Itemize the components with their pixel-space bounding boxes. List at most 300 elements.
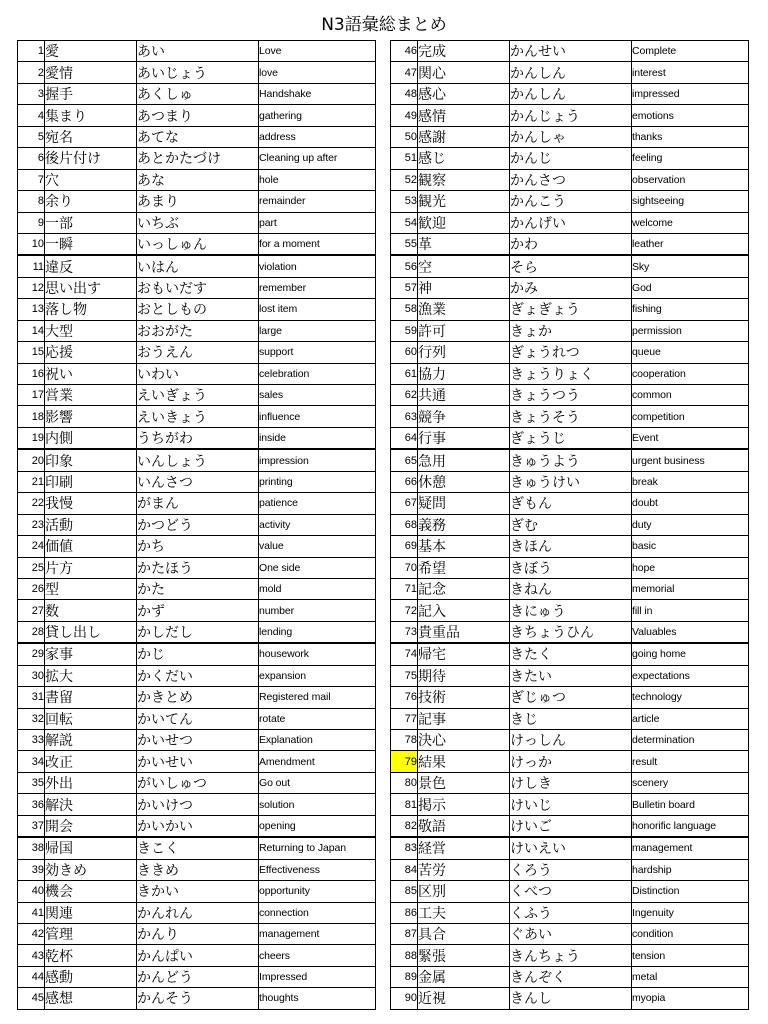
row-number: 17 — [18, 385, 45, 406]
word-kanji: 完成 — [418, 41, 510, 62]
word-meaning: determination — [632, 730, 749, 751]
word-meaning: Registered mail — [259, 687, 376, 708]
word-meaning: cheers — [259, 945, 376, 966]
row-number: 76 — [391, 687, 418, 708]
word-reading: ぐあい — [510, 923, 632, 944]
word-meaning: Go out — [259, 772, 376, 793]
word-meaning: hole — [259, 169, 376, 190]
row-number: 64 — [391, 427, 418, 449]
vocab-row — [391, 233, 749, 255]
vocab-row — [391, 449, 749, 471]
word-meaning: activity — [259, 514, 376, 535]
word-kanji: 愛情 — [45, 62, 137, 83]
row-number: 3 — [18, 83, 45, 104]
word-kanji: 経営 — [418, 837, 510, 859]
vocab-row — [18, 148, 376, 169]
word-reading: かんしん — [510, 83, 632, 104]
vocab-row — [18, 449, 376, 471]
word-meaning: Event — [632, 427, 749, 449]
row-number: 83 — [391, 837, 418, 859]
word-kanji: 漁業 — [418, 299, 510, 320]
word-meaning: support — [259, 342, 376, 363]
word-meaning: interest — [632, 62, 749, 83]
word-reading: かくだい — [137, 665, 259, 686]
row-number: 1 — [18, 41, 45, 62]
vocab-row — [18, 299, 376, 320]
word-kanji: 機会 — [45, 881, 137, 902]
vocab-row — [391, 41, 749, 62]
word-reading: ぎょぎょう — [510, 299, 632, 320]
word-meaning: connection — [259, 902, 376, 923]
vocab-row — [18, 212, 376, 233]
word-reading: ききめ — [137, 859, 259, 880]
vocab-row — [18, 578, 376, 599]
word-reading: かんしゃ — [510, 126, 632, 147]
vocab-row — [391, 255, 749, 277]
word-reading: きたい — [510, 665, 632, 686]
vocab-row — [391, 923, 749, 944]
row-number: 55 — [391, 233, 418, 255]
vocab-row — [391, 751, 749, 772]
word-meaning: violation — [259, 255, 376, 277]
word-kanji: 解説 — [45, 730, 137, 751]
row-number: 7 — [18, 169, 45, 190]
word-reading: あてな — [137, 126, 259, 147]
vocab-row — [18, 665, 376, 686]
word-kanji: 帰宅 — [418, 643, 510, 665]
row-number: 10 — [18, 233, 45, 255]
word-reading: ぎもん — [510, 493, 632, 514]
word-meaning: expectations — [632, 665, 749, 686]
word-meaning: large — [259, 320, 376, 341]
word-kanji: 行列 — [418, 342, 510, 363]
word-kanji: 一部 — [45, 212, 137, 233]
word-reading: きちょうひん — [510, 621, 632, 643]
word-kanji: 数 — [45, 600, 137, 621]
word-meaning: management — [632, 837, 749, 859]
word-reading: いちぶ — [137, 212, 259, 233]
word-meaning: lending — [259, 621, 376, 643]
word-reading: きゅうよう — [510, 449, 632, 471]
word-kanji: 印象 — [45, 449, 137, 471]
word-reading: ぎょうれつ — [510, 342, 632, 363]
word-meaning: opportunity — [259, 881, 376, 902]
word-meaning: welcome — [632, 212, 749, 233]
row-number: 65 — [391, 449, 418, 471]
row-number: 73 — [391, 621, 418, 643]
row-number: 81 — [391, 794, 418, 815]
word-meaning: memorial — [632, 578, 749, 599]
word-kanji: 貴重品 — [418, 621, 510, 643]
row-number: 25 — [18, 557, 45, 578]
row-number: 49 — [391, 105, 418, 126]
row-number: 66 — [391, 471, 418, 492]
vocab-row — [391, 945, 749, 966]
word-meaning: inside — [259, 427, 376, 449]
word-kanji: 記入 — [418, 600, 510, 621]
word-reading: かいてん — [137, 708, 259, 729]
word-kanji: 感心 — [418, 83, 510, 104]
word-kanji: 観光 — [418, 191, 510, 212]
word-kanji: 違反 — [45, 255, 137, 277]
vocab-row — [18, 643, 376, 665]
word-reading: いんさつ — [137, 471, 259, 492]
word-kanji: 急用 — [418, 449, 510, 471]
vocab-row — [18, 41, 376, 62]
word-kanji: 決心 — [418, 730, 510, 751]
row-number: 62 — [391, 385, 418, 406]
word-meaning: basic — [632, 536, 749, 557]
row-number: 75 — [391, 665, 418, 686]
vocab-row — [391, 902, 749, 923]
row-number: 39 — [18, 859, 45, 880]
word-reading: かじ — [137, 643, 259, 665]
row-number: 43 — [18, 945, 45, 966]
word-kanji: 応援 — [45, 342, 137, 363]
word-kanji: 記事 — [418, 708, 510, 729]
vocab-row — [18, 105, 376, 126]
vocab-row — [391, 105, 749, 126]
word-meaning: Explanation — [259, 730, 376, 751]
row-number: 57 — [391, 277, 418, 298]
word-meaning: celebration — [259, 363, 376, 384]
word-kanji: 敬語 — [418, 815, 510, 837]
vocab-row — [391, 212, 749, 233]
vocab-row — [18, 126, 376, 147]
word-reading: かんこう — [510, 191, 632, 212]
word-meaning: break — [632, 471, 749, 492]
word-reading: けしき — [510, 772, 632, 793]
word-reading: かつどう — [137, 514, 259, 535]
vocab-row — [391, 493, 749, 514]
row-number: 70 — [391, 557, 418, 578]
row-number: 44 — [18, 966, 45, 987]
word-reading: かんり — [137, 923, 259, 944]
row-number: 58 — [391, 299, 418, 320]
word-meaning: condition — [632, 923, 749, 944]
word-kanji: 愛 — [45, 41, 137, 62]
word-reading: あくしゅ — [137, 83, 259, 104]
vocab-row — [18, 881, 376, 902]
word-reading: いんしょう — [137, 449, 259, 471]
row-number: 33 — [18, 730, 45, 751]
vocab-row — [18, 169, 376, 190]
word-kanji: 許可 — [418, 320, 510, 341]
vocab-row — [391, 514, 749, 535]
word-reading: きねん — [510, 578, 632, 599]
word-kanji: 近視 — [418, 988, 510, 1009]
word-meaning: Bulletin board — [632, 794, 749, 815]
row-number: 34 — [18, 751, 45, 772]
word-kanji: 希望 — [418, 557, 510, 578]
word-kanji: 営業 — [45, 385, 137, 406]
word-reading: おうえん — [137, 342, 259, 363]
row-number: 27 — [18, 600, 45, 621]
word-meaning: article — [632, 708, 749, 729]
word-meaning: love — [259, 62, 376, 83]
word-kanji: 記念 — [418, 578, 510, 599]
row-number: 54 — [391, 212, 418, 233]
word-meaning: patience — [259, 493, 376, 514]
word-meaning: common — [632, 385, 749, 406]
vocab-row — [18, 406, 376, 427]
word-reading: あな — [137, 169, 259, 190]
word-kanji: 集まり — [45, 105, 137, 126]
word-reading: がまん — [137, 493, 259, 514]
word-meaning: influence — [259, 406, 376, 427]
word-kanji: 効きめ — [45, 859, 137, 880]
row-number: 21 — [18, 471, 45, 492]
row-number: 32 — [18, 708, 45, 729]
word-meaning: number — [259, 600, 376, 621]
row-number: 67 — [391, 493, 418, 514]
word-meaning: scenery — [632, 772, 749, 793]
row-number: 61 — [391, 363, 418, 384]
word-meaning: for a moment — [259, 233, 376, 255]
word-reading: ぎむ — [510, 514, 632, 535]
vocab-row — [18, 191, 376, 212]
vocab-row — [391, 687, 749, 708]
row-number: 71 — [391, 578, 418, 599]
vocab-row — [391, 191, 749, 212]
row-number: 77 — [391, 708, 418, 729]
row-number: 28 — [18, 621, 45, 643]
word-reading: かきとめ — [137, 687, 259, 708]
word-meaning: Effectiveness — [259, 859, 376, 880]
word-reading: おとしもの — [137, 299, 259, 320]
row-number: 40 — [18, 881, 45, 902]
word-reading: かいかい — [137, 815, 259, 837]
word-meaning: Impressed — [259, 966, 376, 987]
word-kanji: 休憩 — [418, 471, 510, 492]
vocab-row — [391, 277, 749, 298]
word-kanji: 空 — [418, 255, 510, 277]
word-reading: きこく — [137, 837, 259, 859]
word-reading: きんぞく — [510, 966, 632, 987]
row-number: 48 — [391, 83, 418, 104]
word-reading: かみ — [510, 277, 632, 298]
row-number: 36 — [18, 794, 45, 815]
vocab-row — [18, 600, 376, 621]
word-meaning: hardship — [632, 859, 749, 880]
vocab-row — [391, 320, 749, 341]
word-reading: かんじょう — [510, 105, 632, 126]
word-kanji: 乾杯 — [45, 945, 137, 966]
word-kanji: 感謝 — [418, 126, 510, 147]
word-meaning: leather — [632, 233, 749, 255]
row-number: 51 — [391, 148, 418, 169]
word-meaning: impressed — [632, 83, 749, 104]
word-reading: きにゅう — [510, 600, 632, 621]
row-number: 69 — [391, 536, 418, 557]
word-reading: かたほう — [137, 557, 259, 578]
word-kanji: 革 — [418, 233, 510, 255]
word-reading: うちがわ — [137, 427, 259, 449]
word-kanji: 祝い — [45, 363, 137, 384]
row-number: 38 — [18, 837, 45, 859]
word-reading: かいせつ — [137, 730, 259, 751]
row-number: 88 — [391, 945, 418, 966]
word-kanji: 感想 — [45, 988, 137, 1009]
vocab-row — [391, 578, 749, 599]
word-kanji: 金属 — [418, 966, 510, 987]
vocab-row — [18, 708, 376, 729]
vocab-row — [18, 859, 376, 880]
row-number: 29 — [18, 643, 45, 665]
vocab-row — [18, 815, 376, 837]
vocab-row — [18, 902, 376, 923]
row-number: 37 — [18, 815, 45, 837]
word-reading: きかい — [137, 881, 259, 902]
word-kanji: 景色 — [418, 772, 510, 793]
vocab-row — [391, 83, 749, 104]
vocab-row — [391, 881, 749, 902]
vocab-row — [18, 255, 376, 277]
vocab-row — [391, 363, 749, 384]
word-meaning: housework — [259, 643, 376, 665]
row-number: 12 — [18, 277, 45, 298]
word-meaning: Ingenuity — [632, 902, 749, 923]
vocab-row — [391, 621, 749, 643]
word-kanji: 協力 — [418, 363, 510, 384]
row-number: 13 — [18, 299, 45, 320]
word-meaning: opening — [259, 815, 376, 837]
row-number: 52 — [391, 169, 418, 190]
word-reading: けいご — [510, 815, 632, 837]
word-meaning: thanks — [632, 126, 749, 147]
row-number: 45 — [18, 988, 45, 1009]
word-reading: あつまり — [137, 105, 259, 126]
vocab-row — [391, 427, 749, 449]
row-number: 79 — [391, 751, 418, 772]
word-meaning: feeling — [632, 148, 749, 169]
vocab-row — [391, 406, 749, 427]
word-reading: きょうつう — [510, 385, 632, 406]
word-reading: あまり — [137, 191, 259, 212]
vocab-row — [18, 277, 376, 298]
vocab-row — [18, 837, 376, 859]
vocab-row — [391, 772, 749, 793]
row-number: 2 — [18, 62, 45, 83]
word-meaning: thoughts — [259, 988, 376, 1009]
word-reading: かんじ — [510, 148, 632, 169]
word-meaning: printing — [259, 471, 376, 492]
word-kanji: 歓迎 — [418, 212, 510, 233]
vocab-row — [391, 794, 749, 815]
word-reading: くべつ — [510, 881, 632, 902]
word-kanji: 思い出す — [45, 277, 137, 298]
word-reading: おもいだす — [137, 277, 259, 298]
word-meaning: solution — [259, 794, 376, 815]
page-title: N3語彙総まとめ — [321, 15, 447, 35]
word-kanji: 感情 — [418, 105, 510, 126]
word-kanji: 行事 — [418, 427, 510, 449]
word-meaning: sightseeing — [632, 191, 749, 212]
row-number: 68 — [391, 514, 418, 535]
vocab-row — [18, 557, 376, 578]
word-reading: いわい — [137, 363, 259, 384]
vocab-row — [391, 859, 749, 880]
row-number: 63 — [391, 406, 418, 427]
row-number: 90 — [391, 988, 418, 1009]
word-kanji: 活動 — [45, 514, 137, 535]
word-kanji: 緊張 — [418, 945, 510, 966]
row-number: 53 — [391, 191, 418, 212]
word-kanji: 関心 — [418, 62, 510, 83]
vocab-row — [391, 966, 749, 987]
row-number: 16 — [18, 363, 45, 384]
vocab-row — [391, 730, 749, 751]
word-meaning: competition — [632, 406, 749, 427]
vocab-row — [391, 62, 749, 83]
row-number: 41 — [18, 902, 45, 923]
word-reading: きほん — [510, 536, 632, 557]
word-kanji: 落し物 — [45, 299, 137, 320]
vocab-row — [18, 536, 376, 557]
row-number: 85 — [391, 881, 418, 902]
vocab-row — [18, 493, 376, 514]
word-meaning: queue — [632, 342, 749, 363]
vocab-row — [18, 730, 376, 751]
word-kanji: 基本 — [418, 536, 510, 557]
word-kanji: 書留 — [45, 687, 137, 708]
word-kanji: 神 — [418, 277, 510, 298]
word-kanji: 感じ — [418, 148, 510, 169]
word-kanji: 掲示 — [418, 794, 510, 815]
word-meaning: fill in — [632, 600, 749, 621]
word-reading: かんどう — [137, 966, 259, 987]
word-kanji: 型 — [45, 578, 137, 599]
word-kanji: 開会 — [45, 815, 137, 837]
word-reading: いっしゅん — [137, 233, 259, 255]
vocab-row — [18, 471, 376, 492]
word-meaning: God — [632, 277, 749, 298]
word-reading: かんせい — [510, 41, 632, 62]
vocab-row — [18, 772, 376, 793]
word-meaning: observation — [632, 169, 749, 190]
word-reading: かいけつ — [137, 794, 259, 815]
word-reading: かんぱい — [137, 945, 259, 966]
row-number: 23 — [18, 514, 45, 535]
word-reading: ぎじゅつ — [510, 687, 632, 708]
word-kanji: 苦労 — [418, 859, 510, 880]
word-meaning: Sky — [632, 255, 749, 277]
row-number: 60 — [391, 342, 418, 363]
word-reading: きぼう — [510, 557, 632, 578]
word-meaning: Love — [259, 41, 376, 62]
word-meaning: Cleaning up after — [259, 148, 376, 169]
row-number: 86 — [391, 902, 418, 923]
word-reading: いはん — [137, 255, 259, 277]
word-reading: けっしん — [510, 730, 632, 751]
vocab-row — [391, 299, 749, 320]
word-reading: あとかたづけ — [137, 148, 259, 169]
vocab-row — [18, 794, 376, 815]
row-number: 47 — [391, 62, 418, 83]
vocab-row — [18, 988, 376, 1009]
word-kanji: 印刷 — [45, 471, 137, 492]
word-meaning: remainder — [259, 191, 376, 212]
vocab-row — [18, 363, 376, 384]
word-reading: きょうそう — [510, 406, 632, 427]
word-meaning: Returning to Japan — [259, 837, 376, 859]
word-kanji: 解決 — [45, 794, 137, 815]
word-reading: きゅうけい — [510, 471, 632, 492]
vocab-row — [18, 966, 376, 987]
word-meaning: technology — [632, 687, 749, 708]
row-number: 19 — [18, 427, 45, 449]
vocab-row — [391, 169, 749, 190]
